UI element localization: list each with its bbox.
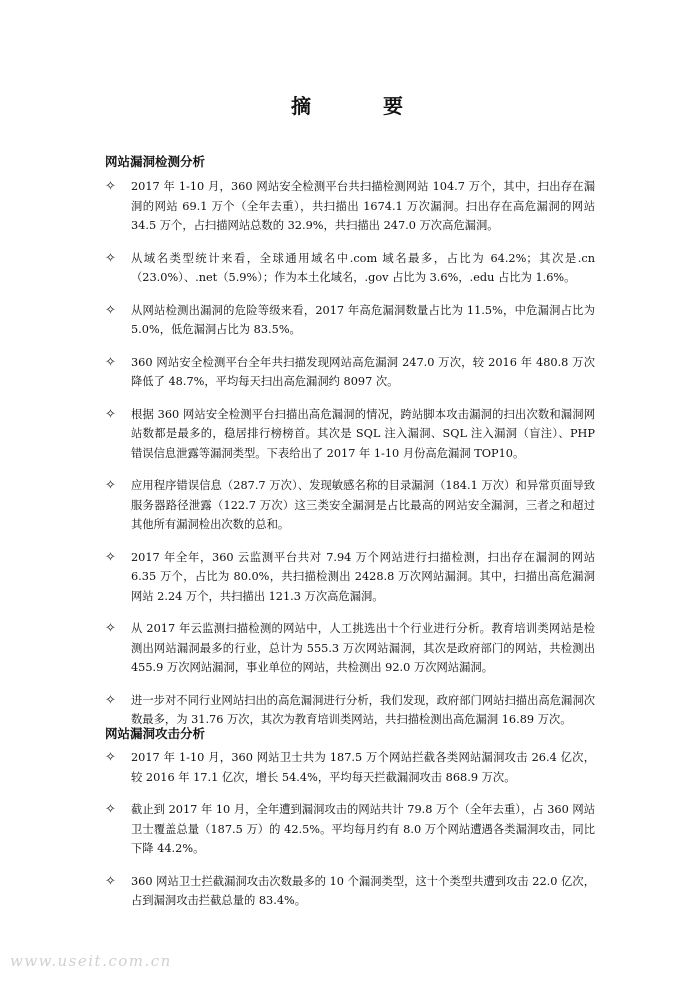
section-heading-vulnerability-detection: 网站漏洞检测分析 [105, 154, 206, 169]
list-item [105, 872, 595, 911]
list-item [105, 353, 595, 392]
list-item [105, 249, 595, 288]
diamond-bullet-icon: ✧ [105, 179, 116, 194]
list-item-text: 2017 年 1-10 月，360 网站卫士共为 187.5 万个网站拦截各类网站漏洞攻击 26.4 亿次，较 2016 年 17.1 亿次，增长 54.4%，平均每天拦截漏洞攻击 868.9 万次。 [131, 751, 595, 784]
diamond-bullet-icon: ✧ [105, 250, 116, 266]
list-item-text: 360 网站安全检测平台全年共扫描发现网站高危漏洞 247.0 万次，较 2016 年 480.8 万次降低了 48.7%，平均每天扫出高危漏洞约 8097 次。 [131, 355, 595, 388]
vulnerability-detection-list [105, 177, 595, 743]
list-item [105, 748, 595, 787]
list-item-text: 从网站检测出漏洞的危险等级来看，2017 年高危漏洞数量占比为 11.5%，中危漏洞占比为 5.0%，低危漏洞占比为 83.5%。 [131, 303, 595, 336]
list-item [105, 476, 595, 535]
diamond-bullet-icon: ✧ [105, 621, 116, 636]
list-item-text: 360 网站卫士拦截漏洞攻击次数最多的 10 个漏洞类型，这十个类型共遭到攻击 22.0 亿次，占到漏洞攻击拦截总量的 83.4%。 [131, 874, 595, 907]
diamond-bullet-icon: ✧ [105, 692, 116, 708]
diamond-bullet-icon: ✧ [105, 478, 116, 493]
diamond-bullet-icon: ✧ [105, 354, 116, 370]
list-item [105, 405, 595, 464]
list-item [105, 177, 595, 236]
list-item-text: 从 2017 年云监测扫描检测的网站中，人工挑选出十个行业进行分析。教育培训类网站是检测出网站漏洞最多的行业，总计为 555.3 万次网站漏洞，其次是政府部门的网站，共检测出 455.9 万次网站漏洞，事业单位的网站，共检测出 92.0 万次网站漏洞。 [131, 622, 595, 674]
list-item [105, 619, 595, 678]
list-item-text: 2017 年 1-10 月，360 网站安全检测平台共扫描检测网站 104.7 万个，其中，扫出存在漏洞的网站 69.1 万个（全年去重），共扫描出 1674.1 万次漏洞。扫出存在高危漏洞的网站 34.5 万个，占扫描网站总数的 32.9%，共扫描出 247.0 万次高危漏洞。 [131, 180, 595, 232]
list-item-text: 根据 360 网站安全检测平台扫描出高危漏洞的情况，跨站脚本攻击漏洞的扫出次数和漏洞网站数都是最多的，稳居排行榜榜首。其次是 SQL 注入漏洞、SQL 注入漏洞（盲注）、PHP 错误信息泄露等漏洞类型。下表给出了 2017 年 1-10 月份高危漏洞 TOP10。 [131, 407, 595, 460]
list-item-text: 从域名类型统计来看，全球通用域名中.com 域名最多，占比为 64.2%；其次是.cn（23.0%）、.net（5.9%）；作为本土化域名，.gov 占比为 3.6%，.edu 占比为 1.6%。 [131, 251, 595, 284]
list-item-text: 进一步对不同行业网站扫出的高危漏洞进行分析，我们发现，政府部门网站扫描出高危漏洞次数最多，为 31.76 万次，其次为教育培训类网站，共扫描检测出高危漏洞 16.89 万次。 [131, 693, 595, 726]
diamond-bullet-icon: ✧ [105, 750, 116, 765]
diamond-bullet-icon: ✧ [105, 549, 116, 565]
list-item-text: 2017 年全年，360 云监测平台共对 7.94 万个网站进行扫描检测，扫出存在漏洞的网站 6.35 万个，占比为 80.0%，共扫描检测出 2428.8 万次网站漏洞。其中，扫描出高危漏洞网站 2.24 万个，共扫描出 121.3 万次高危漏洞。 [131, 550, 595, 603]
list-item [105, 301, 595, 340]
list-item [105, 548, 595, 607]
diamond-bullet-icon: ✧ [105, 406, 116, 422]
diamond-bullet-icon: ✧ [105, 302, 116, 318]
list-item-text: 截止到 2017 年 10 月，全年遭到漏洞攻击的网站共计 79.8 万个（全年去重），占 360 网站卫士覆盖总量（187.5 万）的 42.5%。平均每月约有 8.0 万个网站遭遇各类漏洞攻击，同比下降 44.2%。 [131, 803, 595, 855]
section-heading-vulnerability-attack: 网站漏洞攻击分析 [105, 726, 206, 741]
diamond-bullet-icon: ✧ [105, 873, 116, 889]
diamond-bullet-icon: ✧ [105, 802, 116, 817]
page-title: 摘 要 [291, 94, 429, 118]
list-item-text: 应用程序错误信息（287.7 万次）、发现敏感名称的目录漏洞（184.1 万次）和异常页面导致服务器路径泄露（122.7 万次）这三类安全漏洞是占比最高的网站安全漏洞，三者之和超过其他所有漏洞检出次数的总和。 [131, 479, 595, 531]
watermark: www.useit.com.cn [10, 952, 172, 970]
list-item [105, 800, 595, 859]
vulnerability-attack-list [105, 748, 595, 924]
